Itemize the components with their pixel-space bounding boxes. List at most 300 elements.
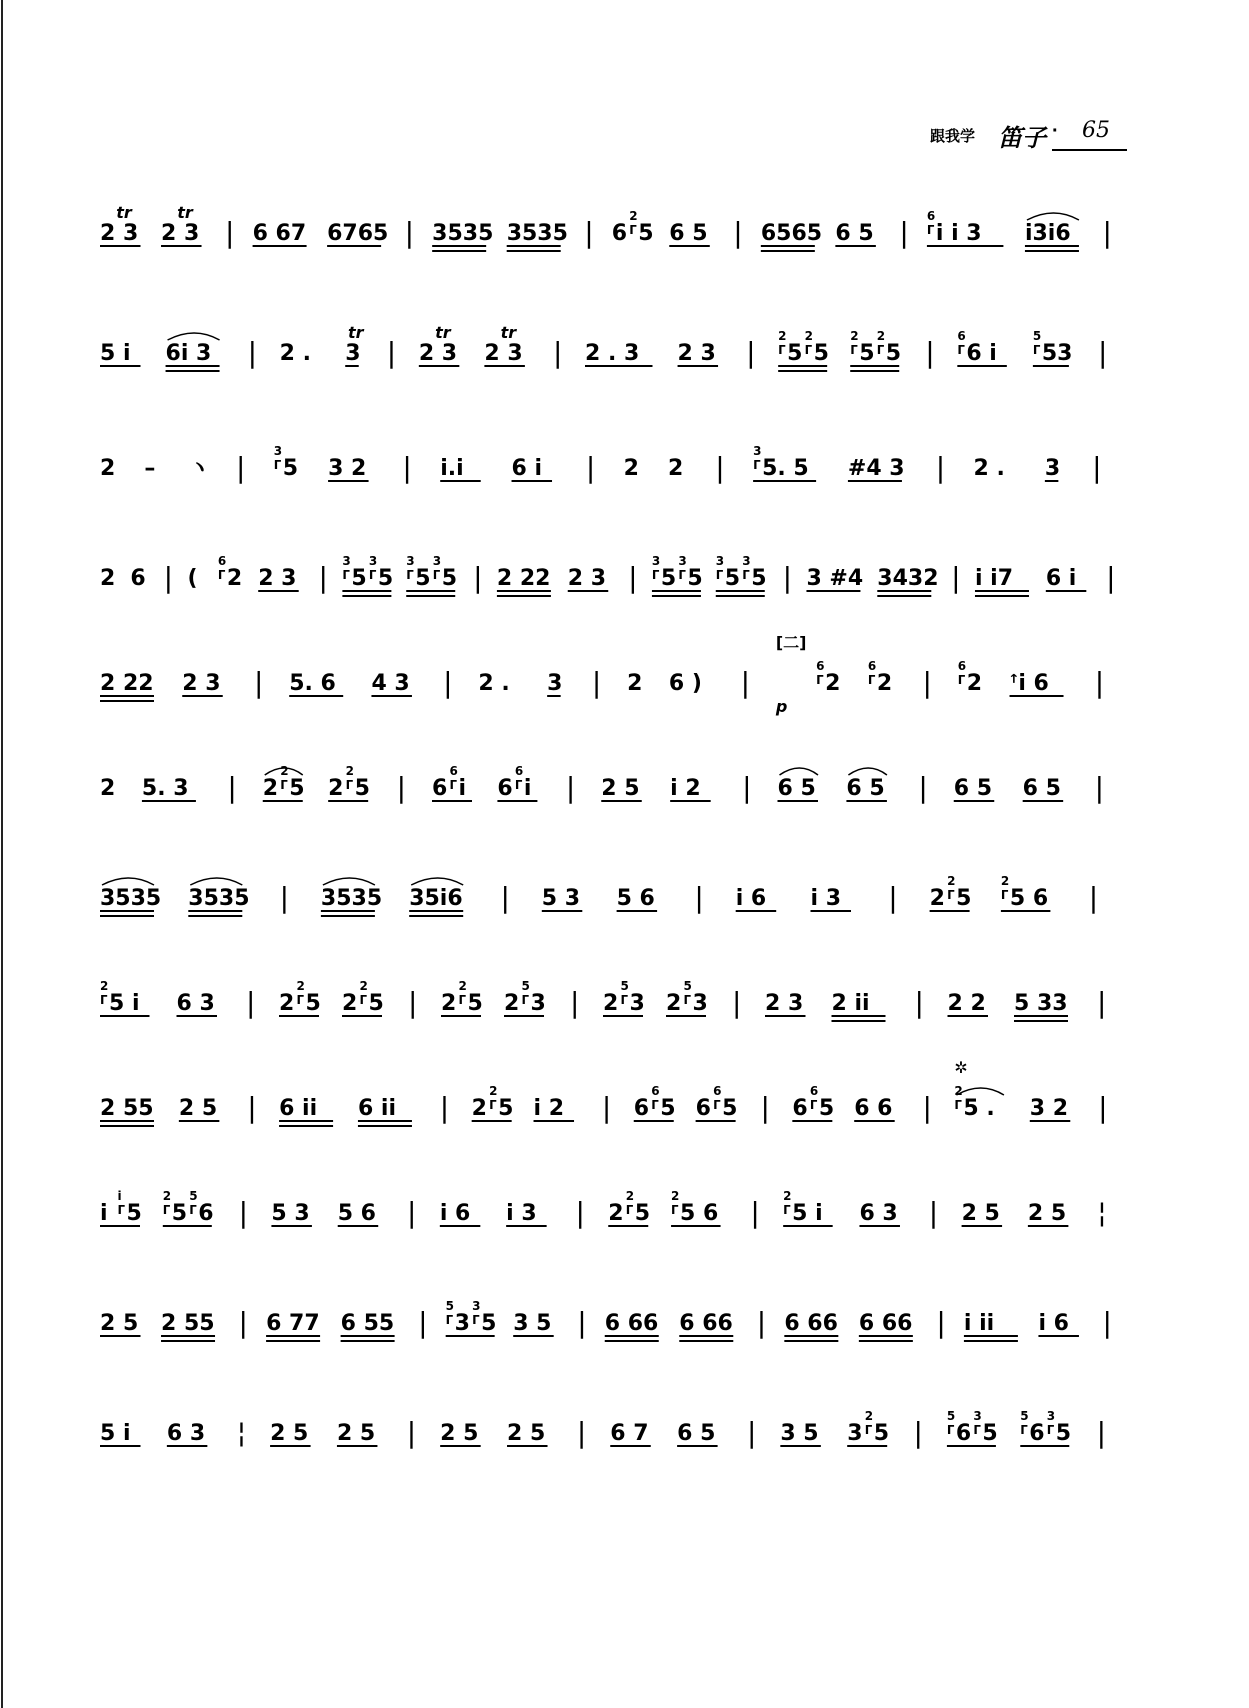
barline: | [565,771,576,804]
note-group: 6 5 [669,221,708,246]
grace-note: 6 [926,209,936,223]
note-group: 6 5 [1022,776,1061,801]
note-group: 6 [198,1201,214,1226]
grace-note: 3 [973,1409,982,1423]
slur [780,768,819,775]
grace-note: 2 [1000,874,1010,888]
grace-stem: ᒥ [162,1203,171,1217]
note-group: 5 6 [337,1201,377,1226]
grace-note: 2 [876,329,886,343]
barline: | [576,1416,587,1449]
grace-note: 2 [625,1189,635,1203]
trill-mark: tr [347,323,364,342]
note-group: 5 [126,1201,142,1226]
note-group: 5 [885,341,902,366]
note-group: 3 [547,671,563,696]
row-svg [100,1390,1160,1500]
note-group: i 2 [670,776,701,801]
section-mark: [二] [775,633,807,652]
grace-stem: ᒥ [957,343,965,357]
note-group: 6 3 [166,1421,206,1446]
note-group: 5 3 [541,886,581,911]
barline: | [247,336,258,369]
note-group: i [100,1201,108,1226]
grace-note: 5 [620,979,629,993]
note-group: 5 [634,1201,651,1226]
grace-note: 6 [713,1084,722,1098]
grace-note: 6 [867,659,877,673]
note-group: 2 [504,991,520,1016]
note-group: 6 66 [604,1311,659,1336]
barline: | [740,666,751,699]
notation-row [100,310,1160,420]
note-group: i 2 [533,1096,565,1121]
grace-note: 2 [489,1084,498,1098]
grace-stem: ᒥ [683,993,692,1007]
grace-note: 6 [217,554,227,568]
grace-stem: ᒥ [472,1313,480,1327]
grace-stem: ᒥ [449,778,458,792]
note-group: 6 [695,1096,711,1121]
book-title: 笛子 [998,123,1046,152]
barline: | [925,336,935,369]
note-group: 2 . [279,341,311,366]
grace-stem: ᒥ [296,993,305,1007]
row-svg [100,1058,1160,1175]
note-group: i [458,776,467,801]
grace-note: i [117,1189,122,1203]
grace-stem: ᒥ [671,1203,679,1217]
barline: | [732,986,742,1019]
note-group: 2 3 [567,566,607,591]
barline: | [750,1196,760,1229]
note-group: 6 55 [340,1311,395,1336]
barline: | [473,561,483,594]
note-group: 3535 [432,221,494,246]
row-svg [100,745,1160,855]
barline: | [628,561,638,594]
note-group: 6 3 [859,1201,898,1226]
note-group: 2 3 [161,221,200,246]
dashed-barline: ¦ [236,1416,247,1449]
note-group: i ii [963,1311,995,1336]
note-group: 2 3 [677,341,716,366]
barline: | [408,986,418,1019]
note-group: 3 [454,1311,470,1336]
slur [1027,213,1079,220]
notation-row [100,1170,1160,1280]
note-group: 5 [813,341,829,366]
barline: | [1097,986,1107,1019]
note-group: 5 [377,566,394,591]
grace-note: 3 [742,554,751,568]
note-group: 6 i [511,456,543,481]
grace-stem: ᒥ [876,343,885,357]
grace-stem: ᒥ [1046,1423,1055,1437]
note-group: 3535 [506,221,568,246]
barline: | [584,216,594,249]
note-group: 6 77 [266,1311,320,1336]
note-group: 2 5 [601,776,640,801]
note-group: #4 3 [847,456,905,481]
barline: | [715,451,725,484]
note-group: 5 [873,1421,890,1446]
page-number: 65 [1082,118,1110,143]
note-group: 2 [100,566,116,591]
note-group: 2 [627,671,643,696]
trill-mark: tr [116,203,132,222]
note-group: 2 [328,776,344,801]
notation-row [100,1058,1160,1175]
barline: | [742,771,752,804]
barline: | [402,451,412,484]
note-group: 6 [611,221,628,246]
grace-note: 6 [809,1084,819,1098]
notation-row [100,425,1160,535]
barline: | [552,336,563,369]
barline: | [733,216,743,249]
barline: | [951,561,961,594]
barline: | [418,1306,428,1339]
grace-note: 2 [778,329,787,343]
note-group: 6 5 [953,776,993,801]
note-group: 2 [623,456,639,481]
barline: | [407,1196,417,1229]
grace-note: 6 [816,659,825,673]
grace-stem: ᒥ [864,1423,873,1437]
note-group: 3 [345,341,361,366]
barline: | [1092,451,1102,484]
grace-stem: ᒥ [100,993,108,1007]
grace-note: 2 [804,329,814,343]
notation-row [100,960,1160,1070]
note-group: ( [187,566,198,591]
barline: | [225,216,235,249]
grace-stem: ᒥ [489,1098,497,1112]
note-group: 6 [792,1096,808,1121]
grace-note: 5 [521,979,530,993]
slur [956,1088,1004,1095]
note-group: 2 [262,776,279,801]
note-group: 6 ii [357,1096,397,1121]
notation-row [100,1390,1160,1500]
note-group: 3 [692,991,708,1016]
grace-stem: ᒥ [273,458,282,472]
note-group: i.i [440,456,464,481]
row-svg [100,425,1160,535]
barline: | [746,1416,757,1449]
note-group: 5 [660,1096,676,1121]
grace-stem: ᒥ [651,1098,659,1112]
barline: | [443,666,453,699]
row-svg [100,633,1160,750]
note-group: 5 i [100,341,131,366]
note-group: 2 [966,671,983,696]
note-group: 6 [633,1096,650,1121]
grace-stem: ᒥ [445,1313,454,1327]
barline: | [238,1196,249,1229]
slur [168,333,220,340]
trill-mark: tr [177,203,193,222]
note-group: 5 [722,1096,738,1121]
barline: | [922,1091,932,1124]
note-group: 2 [471,1096,487,1121]
note-group: 5 [415,566,431,591]
note-group: 3 2 [1029,1096,1069,1121]
grace-stem: ᒥ [954,1098,962,1112]
barline: | [1096,1416,1107,1449]
grace-note: 5 [946,1409,956,1423]
slur [323,878,375,885]
grace-note: 5 [1032,329,1042,343]
barline: | [756,1306,767,1339]
note-group: 6i 3 [165,341,212,366]
grace-note: 6 [651,1084,660,1098]
grace-stem: ᒥ [620,993,629,1007]
note-group: 6 ) [668,671,702,696]
note-group: 5. 5 [762,456,809,481]
note-group: 5 [956,886,972,911]
grace-stem: ᒥ [742,568,750,582]
dynamic-mark: p [775,697,788,716]
grace-stem: ᒥ [804,343,813,357]
grace-note: 3 [368,554,378,568]
barline: | [1102,216,1112,249]
trill-mark: tr [435,323,451,342]
note-group: 5 3 [271,1201,310,1226]
notation-row [100,190,1160,300]
notation-row [100,1280,1160,1390]
barline: | [500,881,510,914]
note-group: 5 [787,341,803,366]
grace-stem: ᒥ [189,1203,197,1217]
grace-stem: ᒥ [678,568,686,582]
grace-note: 6 [514,764,524,778]
note-group: 2 5 [440,1421,479,1446]
header-dot: · [1052,120,1059,142]
note-group: 6 ii [279,1096,318,1121]
grace-note: 3 [715,554,725,568]
grace-stem: ᒥ [926,223,935,237]
grace-note: 3 [472,1299,481,1313]
barline: | [899,216,909,249]
barline: | [1102,1306,1112,1339]
grace-note: 3 [651,554,661,568]
note-group: 5 [818,1096,835,1121]
note-group: 2 . [973,456,1005,481]
note-group: 5 [351,566,367,591]
note-group: 5 i [792,1201,823,1226]
barline: | [601,1091,612,1124]
note-group: 6 [130,566,146,591]
note-group: 2 5 [336,1421,376,1446]
barline: | [928,1196,939,1229]
row-svg [100,190,1160,300]
grace-note: 5 [189,1189,198,1203]
note-group: 5 [687,566,703,591]
note-group: 6 [1029,1421,1045,1446]
grace-stem: ᒥ [342,568,350,582]
grace-stem: ᒥ [117,1203,126,1217]
note-group: 3 2 [328,456,367,481]
grace-note: 5 [1020,1409,1029,1423]
grace-stem: ᒥ [783,1203,791,1217]
note-group: 6 66 [784,1311,838,1336]
grace-stem: ᒥ [1020,1423,1028,1437]
note-group: 5 [467,991,483,1016]
grace-stem: ᒥ [1032,343,1041,357]
barline: | [935,451,946,484]
barline: | [575,1196,585,1229]
row-svg [100,310,1160,420]
note-group: 2 22 [496,566,551,591]
note-group: 3 [629,991,645,1016]
grace-note: 2 [280,764,289,778]
grace-note: 3 [1046,1409,1056,1423]
grace-note: 5 [445,1299,455,1313]
note-group: 5 [305,991,321,1016]
note-group: 6 5 [677,1421,716,1446]
barline: | [1094,666,1105,699]
barline: | [585,451,596,484]
barline: | [570,986,580,1019]
barline: | [227,771,237,804]
note-group: 5 6 [616,886,655,911]
note-group: 2 3 [258,566,297,591]
note-group: 6 i [1045,566,1077,591]
grace-stem: ᒥ [946,1423,955,1437]
note-group: 2 5 [270,1421,309,1446]
barline: | [253,666,264,699]
note-group: 2 5 [100,1311,139,1336]
note-group: 2 55 [161,1311,215,1336]
note-group: 5 [282,456,299,481]
grace-stem: ᒥ [521,993,530,1007]
note-group: 3 [1044,456,1061,481]
grace-stem: ᒥ [867,673,876,687]
row-svg [100,855,1160,965]
note-group: 2 3 [418,341,458,366]
grace-stem: ᒥ [715,568,724,582]
barline: | [235,451,246,484]
barline: | [247,1091,257,1124]
barline: | [318,561,328,594]
dashed-barline: ¦ [1097,1196,1107,1229]
note-group: i [523,776,532,801]
grace-note: 2 [864,1409,874,1423]
grace-stem: ᒥ [809,1098,818,1112]
grace-note: 6 [957,659,967,673]
note-group: 3 5 [513,1311,552,1336]
note-group: 5 [724,566,741,591]
note-group: 2 55 [100,1096,154,1121]
note-group: 4 3 [371,671,410,696]
grace-stem: ᒥ [217,568,226,582]
barline: | [577,1306,587,1339]
note-group: 2 3 [765,991,804,1016]
note-group: 5 [354,776,370,801]
barline: | [163,561,174,594]
section-mark: ✲ [954,1058,968,1077]
note-group: 5 33 [1014,991,1068,1016]
grace-stem: ᒥ [947,888,955,902]
grace-note: 2 [954,1084,963,1098]
grace-note: 5 [683,979,692,993]
grace-stem: ᒥ [816,673,824,687]
note-group: 2 2 [947,991,986,1016]
page-edge-rule [1,0,3,1708]
note-group: ヽ [188,456,211,481]
note-group: 6 [432,776,448,801]
barline: | [760,1091,770,1124]
barline: | [439,1091,450,1124]
note-group: 2 5 [1027,1201,1067,1226]
note-group: 2 [441,991,457,1016]
barline: | [1106,561,1116,594]
note-group: 2 5 [961,1201,1000,1226]
grace-note: 6 [957,329,966,343]
note-group: 5 . [963,1096,995,1121]
note-group: 2 [100,776,116,801]
note-group: 5 i [100,1421,131,1446]
grace-note: 3 [753,444,762,458]
note-group: 5 [441,566,458,591]
grace-stem: ᒥ [432,568,441,582]
grace-note: 2 [458,979,467,993]
grace-note: 3 [678,554,687,568]
note-group: – [144,456,156,481]
note-group: i i7 [974,566,1014,591]
note-group: 6 6 [854,1096,893,1121]
row-svg [100,960,1160,1070]
grace-stem: ᒥ [280,778,288,792]
note-group: 5 [289,776,305,801]
note-group: 6 [955,1421,972,1446]
note-group: 5. 6 [289,671,336,696]
note-group: 5 [171,1201,188,1226]
note-group: 2 [666,991,682,1016]
note-group: 3 [530,991,546,1016]
barline: | [782,561,793,594]
grace-stem: ᒥ [651,568,660,582]
note-group: 2 [342,991,358,1016]
grace-note: 2 [947,874,956,888]
note-group: 5 [638,221,654,246]
note-group: 2 [929,886,945,911]
note-group: 6765 [327,221,389,246]
barline: | [913,1416,923,1449]
grace-stem: ᒥ [514,778,523,792]
note-group: 3 [847,1421,863,1446]
barline: | [279,881,290,914]
note-group: 6 5 [846,776,885,801]
grace-note: 3 [432,554,442,568]
note-group: 5 [1055,1421,1072,1446]
note-group: 6 7 [610,1421,649,1446]
barline: | [746,336,756,369]
note-group: 6 i [966,341,997,366]
barline: | [406,1416,417,1449]
barline: | [591,666,602,699]
grace-stem: ᒥ [345,778,354,792]
book-series-name: 跟我学 [930,127,976,145]
note-group: 2 . [478,671,510,696]
note-group: 5 i [109,991,140,1016]
slur [411,878,463,885]
grace-stem: ᒥ [368,568,377,582]
note-group: i 6 [735,886,767,911]
grace-stem: ᒥ [406,568,414,582]
